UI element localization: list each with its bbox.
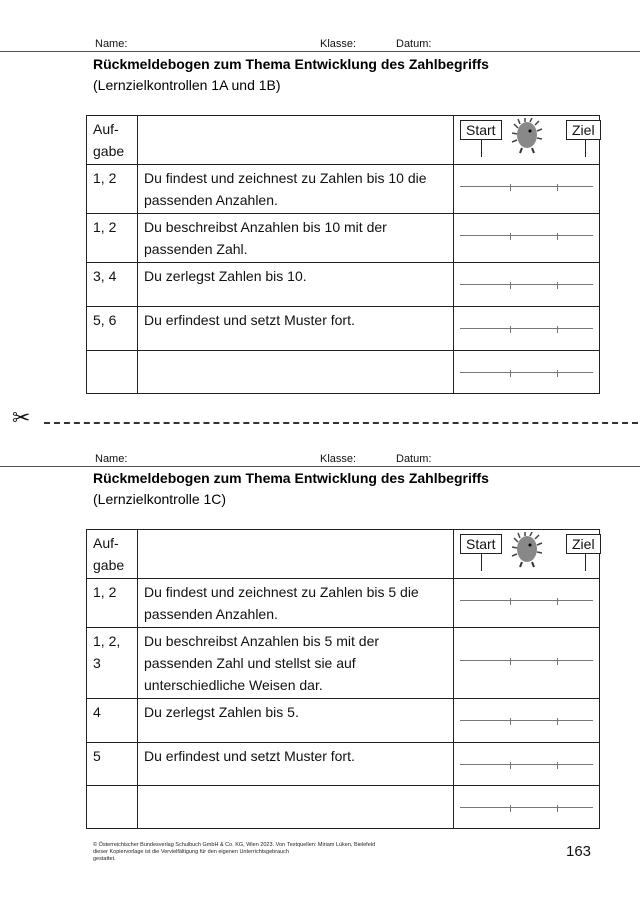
progress-scale[interactable] <box>454 743 600 786</box>
table-row <box>87 307 600 351</box>
task-cell: 5, 6 <box>87 307 138 351</box>
progress-scale[interactable] <box>454 628 600 699</box>
class-label: Klasse: <box>320 38 357 50</box>
header-line-2 <box>0 466 640 467</box>
description-cell <box>138 786 454 829</box>
cut-line <box>0 405 640 430</box>
sheet1-subtitle: (Lernzielkontrollen 1A und 1B) <box>93 77 281 93</box>
description-cell: Du findest und zeichnest zu Zahlen bis 10 die passenden Anzahlen. <box>138 165 454 214</box>
header-row-2 <box>0 453 640 471</box>
name-label: Name: <box>95 453 128 465</box>
page-number: 163 <box>566 843 592 860</box>
progress-column-header <box>454 530 600 579</box>
date-label: Datum: <box>396 453 432 465</box>
progress-scale[interactable] <box>454 351 600 394</box>
task-column-header: Auf- gabe <box>87 116 138 165</box>
header-row-1 <box>0 38 640 56</box>
table-row <box>87 351 600 394</box>
sheet1-table <box>86 115 600 394</box>
class-label: Klasse: <box>320 453 357 465</box>
goal-label: Ziel <box>566 534 601 554</box>
progress-column-header <box>454 116 600 165</box>
table-row <box>87 786 600 829</box>
description-cell: Du zerlegst Zahlen bis 5. <box>138 699 454 743</box>
task-cell: 1, 2, 3 <box>87 628 138 699</box>
table-row <box>87 214 600 263</box>
sheet2-subtitle: (Lernzielkontrolle 1C) <box>93 491 227 507</box>
task-cell: 1, 2 <box>87 579 138 628</box>
description-cell: Du erfindest und setzt Muster fort. <box>138 743 454 786</box>
hedgehog-icon <box>510 118 546 154</box>
table-row <box>87 699 600 743</box>
task-cell: 4 <box>87 699 138 743</box>
scissors-icon: ✂ <box>12 405 31 430</box>
goal-pole <box>585 554 586 571</box>
progress-scale[interactable] <box>454 165 600 214</box>
table-row <box>87 579 600 628</box>
description-cell: Du zerlegst Zahlen bis 10. <box>138 263 454 307</box>
description-column-header <box>138 116 454 165</box>
header-line-1 <box>0 51 640 52</box>
sheet2-table <box>86 529 600 829</box>
task-cell: 5 <box>87 743 138 786</box>
task-cell: 3, 4 <box>87 263 138 307</box>
progress-scale[interactable] <box>454 263 600 307</box>
text-sources: Textquellen: Miriam Lüken, Bielefeld <box>287 842 376 848</box>
table-row <box>87 743 600 786</box>
description-cell <box>138 351 454 394</box>
description-cell: Du findest und zeichnest zu Zahlen bis 5 die passenden Anzahlen. <box>138 579 454 628</box>
progress-scale[interactable] <box>454 579 600 628</box>
start-pole <box>481 140 482 157</box>
progress-scale[interactable] <box>454 786 600 829</box>
sheet1-title: Rückmeldebogen zum Thema Entwicklung des Zahlbegriffs <box>93 56 489 72</box>
task-column-header: Auf- gabe <box>87 530 138 579</box>
task-cell: 1, 2 <box>87 165 138 214</box>
task-cell <box>87 351 138 394</box>
start-pole <box>481 554 482 571</box>
description-cell: Du beschreibst Anzahlen bis 10 mit der passenden Zahl. <box>138 214 454 263</box>
sheet2-title: Rückmeldebogen zum Thema Entwicklung des Zahlbegriffs <box>93 470 489 486</box>
copyright-notice: © Österreichischer Bundesverlag Schulbuch GmbH & Co. KG, Wien 2023. Von dieser Kopiervorlage ist die Vervielfältigung für den eigenen Unterrichtsgebrauch gestattet. <box>93 842 289 862</box>
description-column-header <box>138 530 454 579</box>
goal-label: Ziel <box>566 120 601 140</box>
name-label: Name: <box>95 38 128 50</box>
progress-scale[interactable] <box>454 699 600 743</box>
progress-scale[interactable] <box>454 307 600 351</box>
date-label: Datum: <box>396 38 432 50</box>
table-header-row <box>87 530 600 579</box>
progress-scale[interactable] <box>454 214 600 263</box>
dashed-line <box>44 422 638 424</box>
table-row <box>87 165 600 214</box>
hedgehog-icon <box>510 532 546 568</box>
table-row <box>87 628 600 699</box>
start-label: Start <box>460 120 502 140</box>
description-cell: Du beschreibst Anzahlen bis 5 mit der passenden Zahl und stellst sie auf unterschiedliche Weisen dar. <box>138 628 454 699</box>
task-cell <box>87 786 138 829</box>
task-cell: 1, 2 <box>87 214 138 263</box>
table-row <box>87 263 600 307</box>
description-cell: Du erfindest und setzt Muster fort. <box>138 307 454 351</box>
table-header-row <box>87 116 600 165</box>
start-label: Start <box>460 534 502 554</box>
goal-pole <box>585 140 586 157</box>
